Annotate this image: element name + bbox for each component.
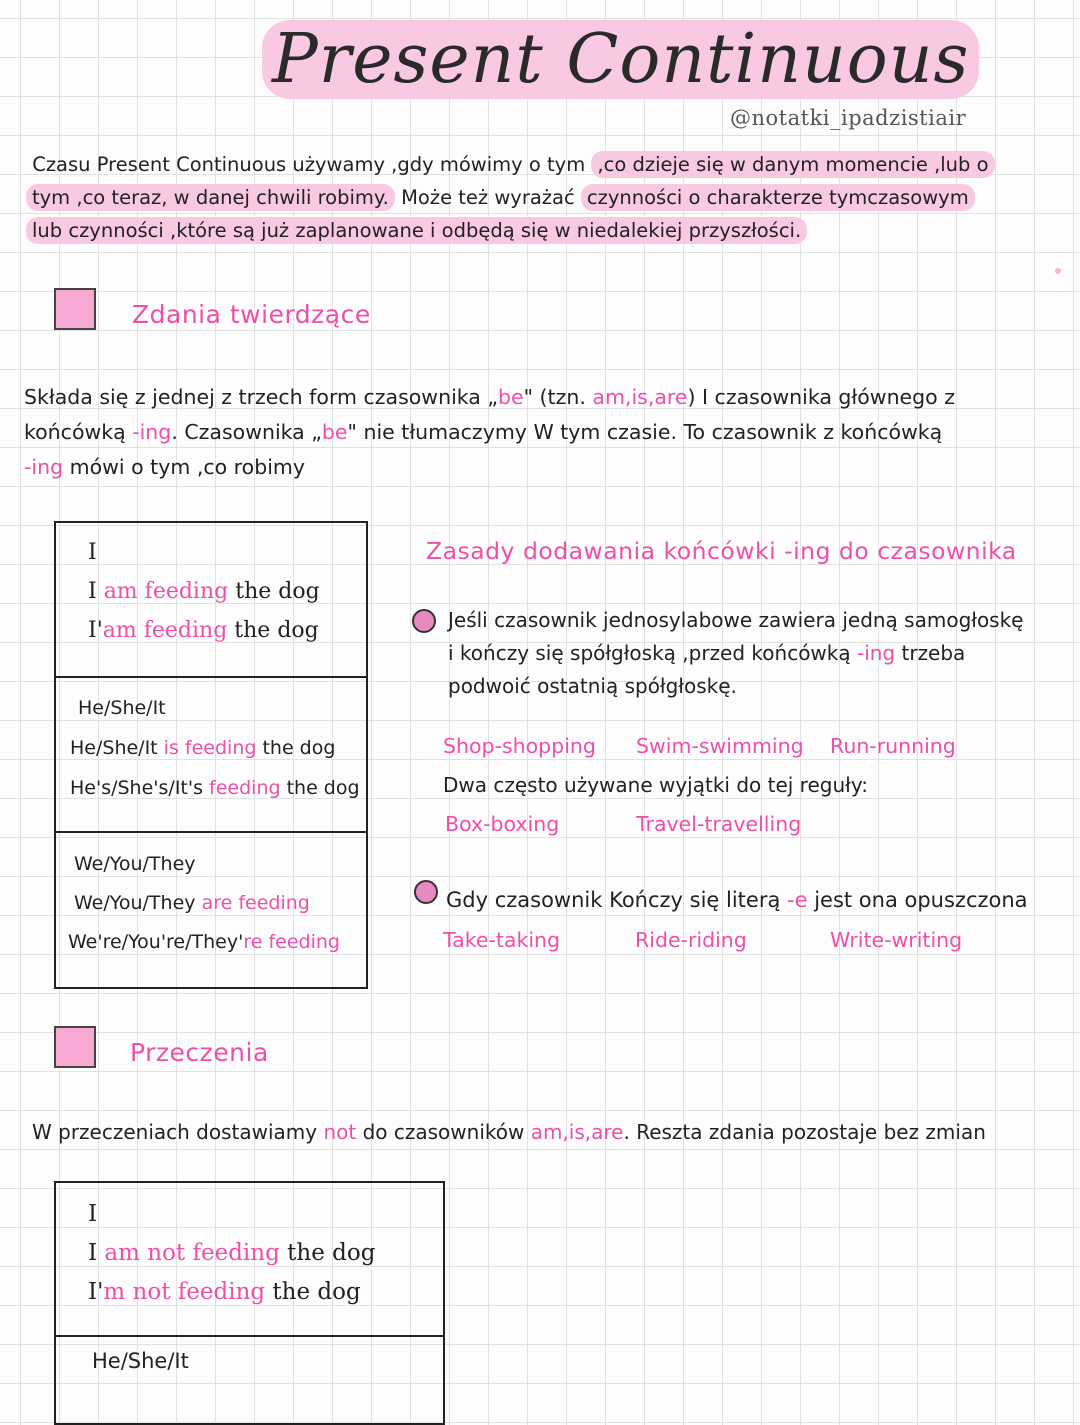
exception-word: Travel-travelling bbox=[636, 812, 802, 836]
example-word: Run-running bbox=[830, 734, 956, 758]
exception-word: Box-boxing bbox=[445, 812, 560, 836]
intro-line: Czasu Present Continuous używamy ,gdy mówimy o tym ,co dzieje się w danym momencie ,lub o bbox=[26, 148, 995, 181]
negative-table bbox=[54, 1181, 445, 1425]
rule-2: Gdy czasownik Kończy się literą -e jest ona opuszczona bbox=[446, 888, 1028, 912]
section-heading-affirmative: Zdania twierdzące bbox=[132, 300, 371, 329]
highlight: tym ,co teraz, w danej chwili robimy. bbox=[26, 184, 395, 211]
example-word: Ride-riding bbox=[635, 928, 747, 952]
highlight: lub czynności ,które są już zaplanowane i odbędą się w niedalekiej przyszłości. bbox=[26, 217, 807, 244]
decorative-dot bbox=[1055, 268, 1061, 274]
intro-paragraph bbox=[26, 148, 995, 247]
page-title: Present Continuous bbox=[262, 20, 979, 99]
rules-heading: Zasady dodawania końcówki -ing do czasownika bbox=[426, 537, 1017, 565]
rule-1: Jeśli czasownik jednosylabowe zawiera jedną samogłoskę i kończy się spółgłoską ,przed końcówką -ing trzeba podwoić ostatnią spółgłoskę. bbox=[448, 608, 1024, 698]
exceptions-label: Dwa często używane wyjątki do tej reguły: bbox=[443, 773, 868, 797]
example-word: Shop-shopping bbox=[443, 734, 596, 758]
example-word: Take-taking bbox=[443, 928, 561, 952]
highlight: czynności o charakterze tymczasowym bbox=[581, 184, 975, 211]
intro-line bbox=[26, 214, 995, 247]
example-word: Write-writing bbox=[830, 928, 963, 952]
table-row-we: We/You/They We/You/They are feeding We're/You're/They're feeding bbox=[68, 853, 340, 953]
bullet-dot-icon bbox=[412, 609, 436, 633]
table-row-i: I I am feeding the dog I'am feeding the dog bbox=[56, 523, 366, 678]
section-marker-square bbox=[54, 1026, 96, 1068]
intro-line: tym ,co teraz, w danej chwili robimy. Może też wyrażać czynności o charakterze tymczasowym bbox=[26, 181, 995, 214]
example-word: Swim-swimming bbox=[636, 734, 804, 758]
highlight: ,co dzieje się w danym momencie ,lub o bbox=[591, 151, 994, 178]
table-row-he: He/She/It bbox=[92, 1349, 189, 1373]
affirmative-description: Składa się z jednej z trzech form czasownika „be" (tzn. am,is,are) I czasownika głównego z końcówką -ing. Czasownika „be" nie tłumaczymy W tym czasie. To czasownik z końcówką -ing mówi o tym ,co robimy bbox=[24, 385, 956, 479]
affirmative-table bbox=[54, 521, 368, 989]
section-heading-negative: Przeczenia bbox=[130, 1038, 269, 1067]
section-marker-square bbox=[54, 288, 96, 330]
table-row-i: I I am not feeding the dog I'm not feeding the dog bbox=[56, 1183, 443, 1337]
negative-description: W przeczeniach dostawiamy not do czasowników am,is,are. Reszta zdania pozostaje bez zmian bbox=[32, 1120, 986, 1144]
bullet-dot-icon bbox=[414, 880, 438, 904]
author-handle: @notatki_ipadzistiair bbox=[730, 106, 967, 130]
table-row-he: He/She/It He/She/It is feeding the dog He's/She's/It's feeding the dog bbox=[56, 678, 366, 833]
